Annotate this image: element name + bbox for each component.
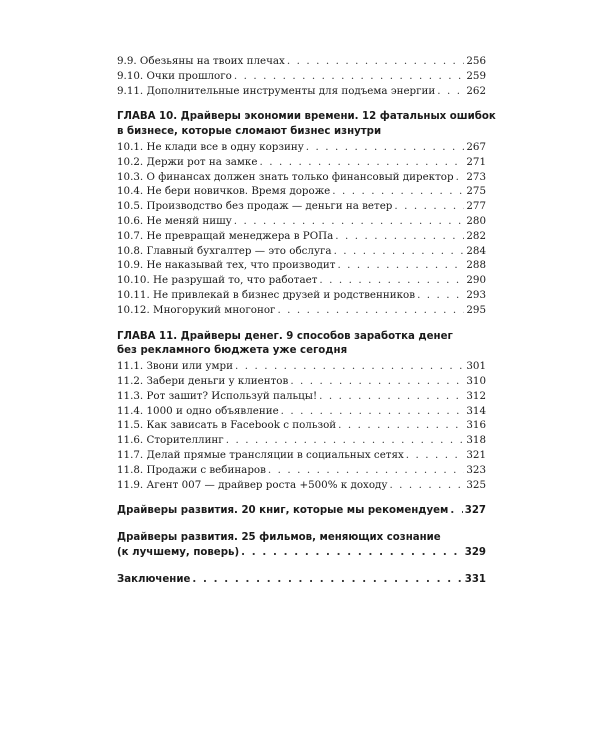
- toc-entry: [117, 288, 486, 303]
- entry-page: 293: [466, 288, 486, 301]
- entry-page: 275: [466, 185, 486, 198]
- chapter-11-heading: [117, 330, 486, 360]
- entry-title: 9.11. Дополнительные инструменты для подъема энергии: [117, 84, 436, 97]
- dot-leader: [335, 229, 464, 244]
- toc-entry: [117, 244, 486, 259]
- entry-page: 301: [466, 360, 486, 373]
- films-heading-line: Драйверы развития. 25 фильмов, меняющих сознание: [117, 532, 441, 544]
- toc-entry: [117, 448, 486, 463]
- dot-leader: [192, 573, 462, 588]
- dot-leader: [241, 546, 463, 561]
- dot-leader: [319, 273, 464, 288]
- spacer: [117, 519, 486, 531]
- toc-entry-books: [117, 504, 486, 519]
- chapter-heading-line: ГЛАВА 10. Драйверы экономии времени. 12 фатальных ошибок: [117, 111, 496, 123]
- toc-entry: [117, 54, 486, 69]
- chapter-11-list: [117, 359, 486, 492]
- entry-title: 10.2. Держи рот на замке: [117, 155, 258, 168]
- dot-leader: [334, 244, 465, 259]
- toc-entry: [117, 273, 486, 288]
- toc-entry: [117, 258, 486, 273]
- table-of-contents: [117, 54, 496, 588]
- toc-entry: [117, 374, 486, 389]
- dot-leader: [234, 214, 465, 229]
- dot-leader: [259, 155, 464, 170]
- entry-title: 11.5. Как зависать в Facebook с пользой: [117, 419, 337, 432]
- entry-page: 318: [466, 434, 486, 447]
- entry-page: 327: [464, 505, 486, 517]
- entry-title: 10.4. Не бери новичков. Время дороже: [117, 185, 331, 198]
- toc-entry: [117, 463, 486, 478]
- dot-leader: [456, 170, 465, 185]
- entry-title: 10.6. Не меняй нишу: [117, 214, 232, 227]
- dot-leader: [234, 69, 464, 84]
- entry-title: 11.3. Рот зашит? Используй пальцы!: [117, 389, 318, 402]
- entry-title: 11.6. Сторителлинг: [117, 434, 224, 447]
- dot-leader: [290, 374, 464, 389]
- entry-title: (к лучшему, поверь): [117, 546, 240, 558]
- toc-entry: [117, 214, 486, 229]
- dot-leader: [406, 448, 465, 463]
- dot-leader: [319, 389, 464, 404]
- entry-page: 256: [466, 55, 486, 67]
- toc-entry: [117, 140, 486, 155]
- entry-page: 267: [466, 140, 486, 153]
- toc-entry: [117, 155, 486, 170]
- entry-page: 312: [466, 389, 486, 402]
- entry-page: 277: [466, 200, 486, 213]
- entry-page: 329: [464, 546, 486, 558]
- toc-entry: [117, 184, 486, 199]
- chapter-heading-line: в бизнесе, которые сломают бизнес изнутри: [117, 126, 382, 138]
- toc-entry-films: [117, 546, 486, 561]
- entry-page: 288: [466, 259, 486, 272]
- dot-leader: [235, 359, 464, 374]
- entry-page: 280: [466, 214, 486, 227]
- dot-leader: [417, 288, 464, 303]
- toc-entry: [117, 84, 486, 99]
- dot-leader: [338, 418, 464, 433]
- entry-page: 262: [466, 84, 486, 97]
- entry-title: 10.11. Не привлекай в бизнес друзей и родственников: [117, 288, 416, 301]
- entry-title: 10.7. Не превращай менеджера в РОПа: [117, 229, 334, 242]
- dot-leader: [394, 199, 464, 214]
- dot-leader: [277, 303, 464, 318]
- chapter-heading-line: ГЛАВА 11. Драйверы денег. 9 способов заработка денег: [117, 330, 453, 342]
- entry-page: 310: [466, 374, 486, 387]
- entry-page: 273: [466, 170, 486, 183]
- toc-entry: [117, 433, 486, 448]
- toc-entry-conclusion: [117, 573, 486, 588]
- entry-page: 282: [466, 229, 486, 242]
- entry-title: 10.3. О финансах должен знать только финансовый директор: [117, 170, 454, 183]
- entry-title: 11.1. Звони или умри: [117, 360, 233, 373]
- dot-leader: [437, 84, 464, 99]
- dot-leader: [268, 463, 464, 478]
- entry-title: 9.10. Очки прошлого: [117, 69, 232, 82]
- toc-entry: [117, 404, 486, 419]
- toc-entry: [117, 478, 486, 493]
- toc-entry: [117, 418, 486, 433]
- entry-page: 321: [466, 448, 486, 461]
- dot-leader: [287, 54, 464, 69]
- section-9-list: [117, 54, 486, 98]
- entry-page: 323: [466, 463, 486, 476]
- toc-entry: [117, 229, 486, 244]
- toc-entry: [117, 303, 486, 318]
- entry-page: 331: [464, 573, 486, 585]
- entry-title: 11.8. Продажи с вебинаров: [117, 463, 266, 476]
- entry-page: 284: [466, 244, 486, 257]
- entry-title: 10.5. Производство без продаж — деньги на ветер: [117, 200, 393, 213]
- chapter-10-heading: [117, 110, 496, 140]
- entry-page: 271: [466, 155, 486, 168]
- toc-entry: [117, 199, 486, 214]
- dot-leader: [226, 433, 465, 448]
- toc-entry: [117, 170, 486, 185]
- toc-entry: [117, 69, 486, 84]
- chapter-heading-line: без рекламного бюджета уже сегодня: [117, 345, 348, 357]
- dot-leader: [337, 258, 464, 273]
- entry-title: 11.2. Забери деньги у клиентов: [117, 374, 289, 387]
- entry-title: Драйверы развития. 20 книг, которые мы рекомендуем: [117, 505, 449, 517]
- spacer: [117, 492, 486, 504]
- spacer: [117, 561, 486, 573]
- entry-title: 11.9. Агент 007 — драйвер роста +500% к доходу: [117, 478, 388, 491]
- entry-page: 325: [466, 478, 486, 491]
- entry-title: 10.9. Не наказывай тех, что производит: [117, 259, 336, 272]
- entry-title: 10.1. Не клади все в одну корзину: [117, 140, 304, 153]
- entry-title: 11.7. Делай прямые трансляции в социальных сетях: [117, 448, 404, 461]
- toc-entry: [117, 359, 486, 374]
- dot-leader: [450, 504, 462, 519]
- entry-title: Заключение: [117, 573, 191, 585]
- entry-title: 11.4. 1000 и одно объявление: [117, 404, 279, 417]
- dot-leader: [332, 184, 464, 199]
- entry-page: 316: [466, 419, 486, 432]
- entry-title: 10.8. Главный бухгалтер — это обслуга: [117, 244, 332, 257]
- entry-page: 290: [466, 274, 486, 287]
- entry-title: 9.9. Обезьяны на твоих плечах: [117, 55, 285, 67]
- toc-entry: [117, 389, 486, 404]
- dot-leader: [281, 404, 465, 419]
- dot-leader: [389, 478, 464, 493]
- entry-page: 259: [466, 69, 486, 82]
- entry-page: 314: [466, 404, 486, 417]
- chapter-10-list: [117, 140, 486, 318]
- entry-title: 10.10. Не разрушай то, что работает: [117, 274, 318, 287]
- dot-leader: [306, 140, 465, 155]
- entry-page: 295: [466, 303, 486, 316]
- entry-title: 10.12. Многорукий многоног: [117, 303, 276, 316]
